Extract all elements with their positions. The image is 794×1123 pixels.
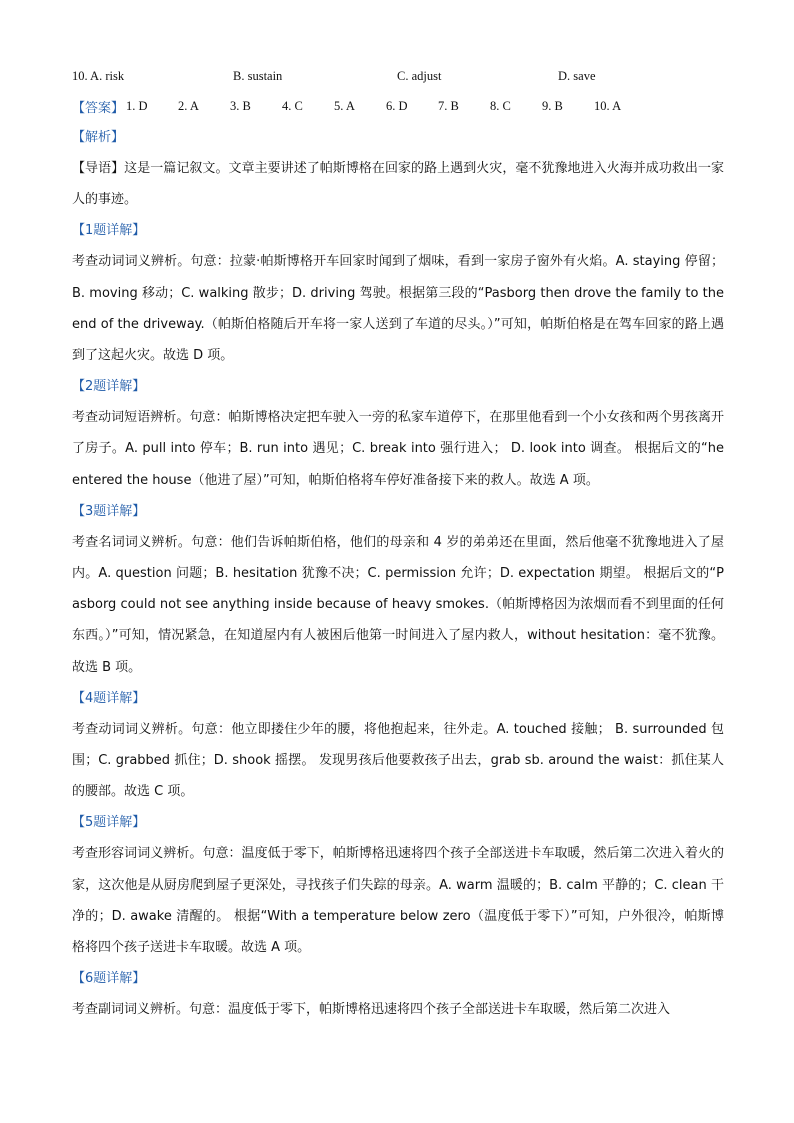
answer-item: 5. A	[334, 98, 355, 113]
detail-text-4: 考查动词词义辨析。句意：他立即搂住少年的腰，将他抱起来，往外走。A. touched 接触； B. surrounded 包围；C. grabbed 抓住；D. shook 摇摆。 发现男孩后他要救孩子出去，grab sb. around the waist：抓住某人的腰部。故选 C 项。	[72, 721, 724, 800]
question-10-options	[72, 62, 724, 90]
detail-heading-6: 【6题详解】	[72, 971, 146, 987]
option-b: B. sustain	[233, 68, 283, 83]
answer-key	[72, 90, 724, 122]
answer-item: 7. B	[438, 98, 459, 113]
detail-heading-3: 【3题详解】	[72, 503, 146, 519]
answer-item: 1. D	[126, 98, 148, 113]
document-page	[72, 62, 724, 1025]
answer-item: 10. A	[594, 98, 622, 113]
guide-paragraph: 【导语】这是一篇记叙文。文章主要讲述了帕斯博格在回家的路上遇到火灾，毫不犹豫地进入火海并成功救出一家人的事迹。	[72, 161, 724, 208]
detail-text-5: 考查形容词词义辨析。句意：温度低于零下，帕斯博格迅速将四个孩子全部送进卡车取暖，然后第二次进入着火的家，这次他是从厨房爬到屋子更深处，寻找孩子们失踪的母亲。A. warm 温暖的；B. calm 平静的；C. clean 干净的；D. awake 清醒的。 根据“With a temperature below zero（温度低于零下）”可知，户外很冷，帕斯博格将四个孩子送进卡车取暖。故选 A 项。	[72, 846, 724, 956]
answer-item: 8. C	[490, 98, 511, 113]
answer-item: 9. B	[542, 98, 563, 113]
detail-text-1: 考查动词词义辨析。句意：拉蒙·帕斯博格开车回家时闻到了烟味，看到一家房子窗外有火焰。A. staying 停留；B. moving 移动；C. walking 散步；D. driving 驾驶。根据第三段的“Pasborg then drove the family to the end of the driveway.（帕斯伯格随后开车将一家人送到了车道的尽头。）”可知，帕斯伯格是在驾车回家的路上遇到了这起火灾。故选 D 项。	[72, 254, 724, 364]
answer-item: 3. B	[230, 98, 251, 113]
option-c: C. adjust	[397, 68, 442, 83]
answer-tag: 【答案】	[72, 100, 125, 116]
analysis-heading: 【解析】	[72, 130, 125, 145]
detail-text-2: 考查动词短语辨析。句意：帕斯博格决定把车驶入一旁的私家车道停下，在那里他看到一个小女孩和两个男孩离开了房子。A. pull into 停车；B. run into 遇见；C. break into 强行进入； D. look into 调查。 根据后文的“he entered the house（他进了屋）”可知，帕斯伯格将车停好准备接下来的救人。故选 A 项。	[72, 410, 724, 488]
detail-heading-4: 【4题详解】	[72, 690, 146, 706]
option-d: D. save	[558, 68, 596, 83]
answer-item: 2. A	[178, 98, 199, 113]
detail-heading-2: 【2题详解】	[72, 379, 146, 395]
detail-text-3: 考查名词词义辨析。句意：他们告诉帕斯伯格，他们的母亲和 4 岁的弟弟还在里面，然后他毫不犹豫地进入了屋内。A. question 问题；B. hesitation 犹豫不决；C. permission 允许；D. expectation 期望。 根据后文的“Pasborg could not see anything inside because of heavy smokes.（帕斯博格因为浓烟而看不到里面的任何东西。）”可知，情况紧急，在知道屋内有人被困后他第一时间进入了屋内救人，without hesitation：毫不犹豫。故选 B 项。	[72, 534, 724, 675]
answer-item: 6. D	[386, 98, 408, 113]
detail-text-6: 考查副词词义辨析。句意：温度低于零下，帕斯博格迅速将四个孩子全部送进卡车取暖，然后第二次进入	[72, 1002, 671, 1018]
option-a: 10. A. risk	[72, 68, 125, 83]
detail-heading-5: 【5题详解】	[72, 815, 146, 831]
detail-heading-1: 【1题详解】	[72, 223, 146, 239]
answer-item: 4. C	[282, 98, 303, 113]
